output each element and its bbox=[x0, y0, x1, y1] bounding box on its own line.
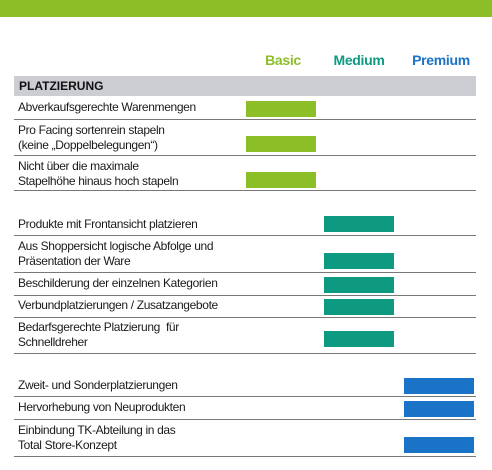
table-row bbox=[14, 420, 476, 457]
table-row bbox=[14, 273, 476, 296]
row-label: Beschilderung der einzelnen Kategorien bbox=[18, 276, 218, 290]
row-label: Aus Shoppersicht logische Abfolge und Präsentation der Ware bbox=[18, 239, 214, 268]
row-label: Zweit- und Sonderplatzierungen bbox=[18, 378, 178, 392]
table-row bbox=[14, 120, 476, 156]
row-label: Einbindung TK-Abteilung in das Total Store-Konzept bbox=[18, 423, 176, 452]
row-label: Produkte mit Frontansicht platzieren bbox=[18, 217, 198, 231]
medium-level-bar bbox=[324, 216, 394, 232]
table-row bbox=[14, 397, 476, 420]
premium-level-bar bbox=[404, 401, 474, 417]
table-row bbox=[14, 296, 476, 318]
premium-level-bar bbox=[404, 378, 474, 394]
medium-level-bar bbox=[324, 331, 394, 347]
basic-level-bar bbox=[246, 172, 316, 188]
table-row bbox=[14, 156, 476, 191]
medium-level-bar bbox=[324, 299, 394, 315]
row-label: Bedarfsgerechte Platzierung für Schnelldreher bbox=[18, 320, 179, 349]
table-row bbox=[14, 236, 476, 273]
column-header-premium: Premium bbox=[412, 52, 470, 68]
premium-level-bar bbox=[404, 437, 474, 453]
column-header-medium: Medium bbox=[333, 52, 385, 68]
table-row bbox=[14, 318, 476, 354]
row-label: Pro Facing sortenrein stapeln (keine „Doppelbelegungen“) bbox=[18, 123, 165, 152]
basic-level-bar bbox=[246, 136, 316, 152]
top-accent-bar bbox=[0, 0, 492, 17]
table-row bbox=[14, 212, 476, 236]
medium-level-bar bbox=[324, 277, 394, 293]
table-row bbox=[14, 97, 476, 120]
section-header-bar bbox=[14, 76, 476, 96]
row-label: Verbundplatzierungen / Zusatzangebote bbox=[18, 298, 218, 312]
basic-level-bar bbox=[246, 101, 316, 117]
row-label: Abverkaufsgerechte Warenmengen bbox=[18, 100, 196, 114]
section-title: PLATZIERUNG bbox=[19, 79, 104, 93]
column-header-basic: Basic bbox=[265, 52, 301, 68]
row-label: Hervorhebung von Neuprodukten bbox=[18, 400, 186, 414]
row-label: Nicht über die maximale Stapelhöhe hinaus hoch stapeln bbox=[18, 159, 179, 188]
medium-level-bar bbox=[324, 253, 394, 269]
table-row bbox=[14, 375, 476, 397]
